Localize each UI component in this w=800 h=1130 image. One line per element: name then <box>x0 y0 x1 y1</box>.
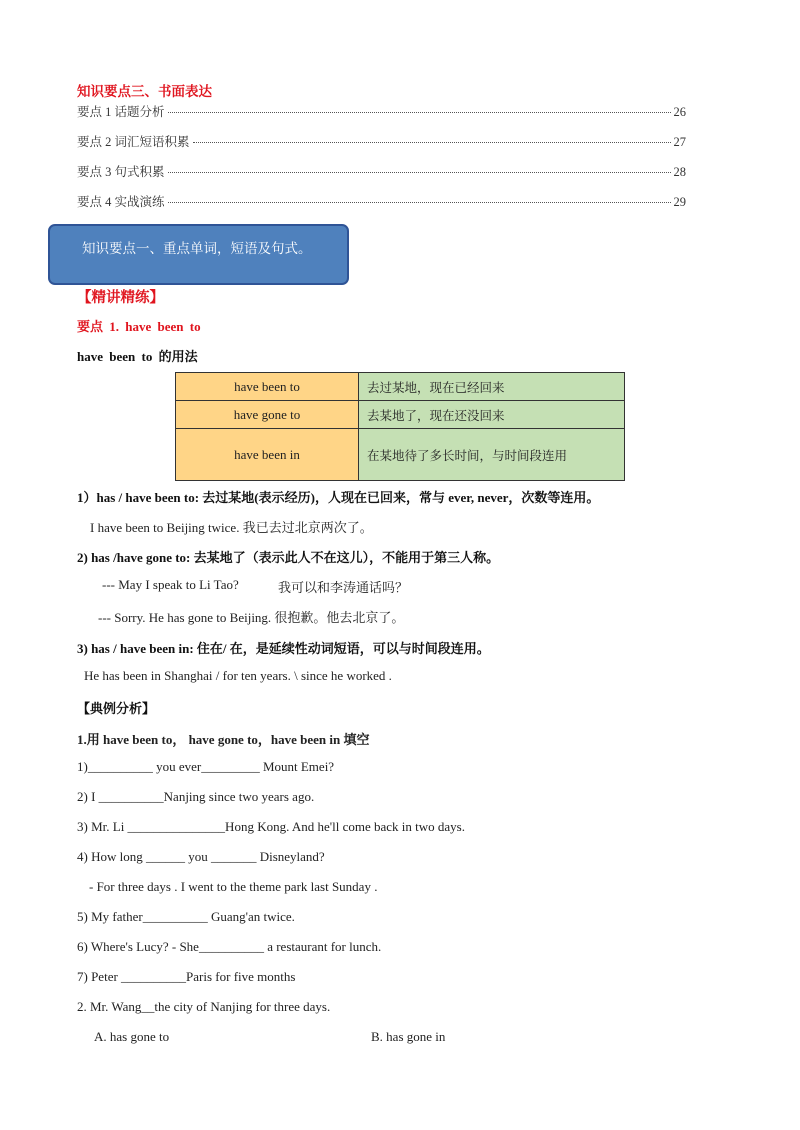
option-a[interactable]: A. has gone to <box>94 1029 170 1044</box>
table-cell-phrase: have been to <box>176 373 359 401</box>
exercise-item[interactable]: 3) Mr. Li _______________Hong Kong. And he'll come back in two days. <box>77 819 465 834</box>
table-cell-meaning: 去某地了，现在还没回来 <box>359 401 625 429</box>
toc-item-label: 要点 2 词汇短语积累 <box>77 135 190 149</box>
toc-leader-dots <box>168 172 671 173</box>
note-3: 3) has / have been in: 住在/ 在，是延续性动词短语，可以与时间段连用。 <box>77 641 490 656</box>
exercise-item[interactable]: 5) My father__________ Guang'an twice. <box>77 909 295 924</box>
exercise-item[interactable]: 6) Where's Lucy? - She__________ a restaurant for lunch. <box>77 939 382 954</box>
option-b[interactable]: B. has gone in <box>371 1029 446 1044</box>
section-banner <box>48 224 349 285</box>
toc-leader-dots <box>193 142 671 143</box>
toc-item-label: 要点 1 话题分析 <box>77 105 165 119</box>
toc-item-2[interactable] <box>77 132 686 150</box>
jingjiang-heading: 【精讲精练】 <box>77 290 164 306</box>
note-2-example-1-cn: 我可以和李涛通话吗？ <box>278 580 409 595</box>
note-2-example-2: --- Sorry. He has gone to Beijing. 很抱歉。他去北京了。 <box>98 610 405 625</box>
note-2: 2) has /have gone to: 去某地了（表示此人不在这儿），不能用于第三人称。 <box>77 550 500 565</box>
table-cell-phrase: have gone to <box>176 401 359 429</box>
toc-item-page: 29 <box>673 195 686 209</box>
exercise-item[interactable]: 7) Peter __________Paris for five months <box>77 969 296 984</box>
point-title: 要点 1. have been to <box>77 319 201 334</box>
table-row <box>176 429 625 481</box>
toc-item-3[interactable] <box>77 162 686 180</box>
note-3-example: He has been in Shanghai / for ten years. \ since he worked . <box>84 668 392 683</box>
question-2: 2. Mr. Wang__the city of Nanjing for three days. <box>77 999 331 1014</box>
table-cell-phrase: have been in <box>176 429 359 481</box>
toc-leader-dots <box>168 202 671 203</box>
toc-item-label: 要点 4 实战演练 <box>77 195 165 209</box>
table-row <box>176 401 625 429</box>
exercise-item[interactable]: 4) How long ______ you _______ Disneyland? <box>77 849 325 864</box>
usage-table <box>175 372 625 481</box>
usage-title: have been to 的用法 <box>77 349 198 364</box>
note-1-example: I have been to Beijing twice. 我已去过北京两次了。 <box>90 520 373 535</box>
examples-heading: 【典例分析】 <box>77 702 156 717</box>
toc-item-4[interactable] <box>77 192 686 210</box>
exercise-item[interactable]: 2) I __________Nanjing since two years ago. <box>77 789 315 804</box>
toc-item-page: 28 <box>673 165 686 179</box>
question-1-intro-text: 1.用 have been to， have gone to，have been in 填空 <box>77 732 370 747</box>
toc-item-1[interactable] <box>77 102 686 120</box>
section-banner-text: 知识要点一、重点单词，短语及句式。 <box>82 241 312 257</box>
toc-item-label: 要点 3 句式积累 <box>77 165 165 179</box>
table-cell-meaning: 去过某地，现在已经回来 <box>359 373 625 401</box>
toc-item-page: 27 <box>673 135 686 149</box>
note-1: 1）has / have been to: 去过某地(表示经历)，人现在已回来，常与 ever, never，次数等连用。 <box>77 490 600 505</box>
question-1-intro <box>77 729 370 748</box>
exercise-item[interactable]: 1)__________ you ever_________ Mount Emei? <box>77 759 335 774</box>
note-2-example-1: --- May I speak to Li Tao? <box>102 577 239 592</box>
toc-heading: 知识要点三、书面表达 <box>77 84 212 99</box>
toc-leader-dots <box>168 112 671 113</box>
toc-item-page: 26 <box>673 105 686 119</box>
exercise-answer-line: - For three days . I went to the theme park last Sunday . <box>89 879 378 894</box>
table-cell-meaning: 在某地待了多长时间，与时间段连用 <box>359 429 625 481</box>
table-row <box>176 373 625 401</box>
